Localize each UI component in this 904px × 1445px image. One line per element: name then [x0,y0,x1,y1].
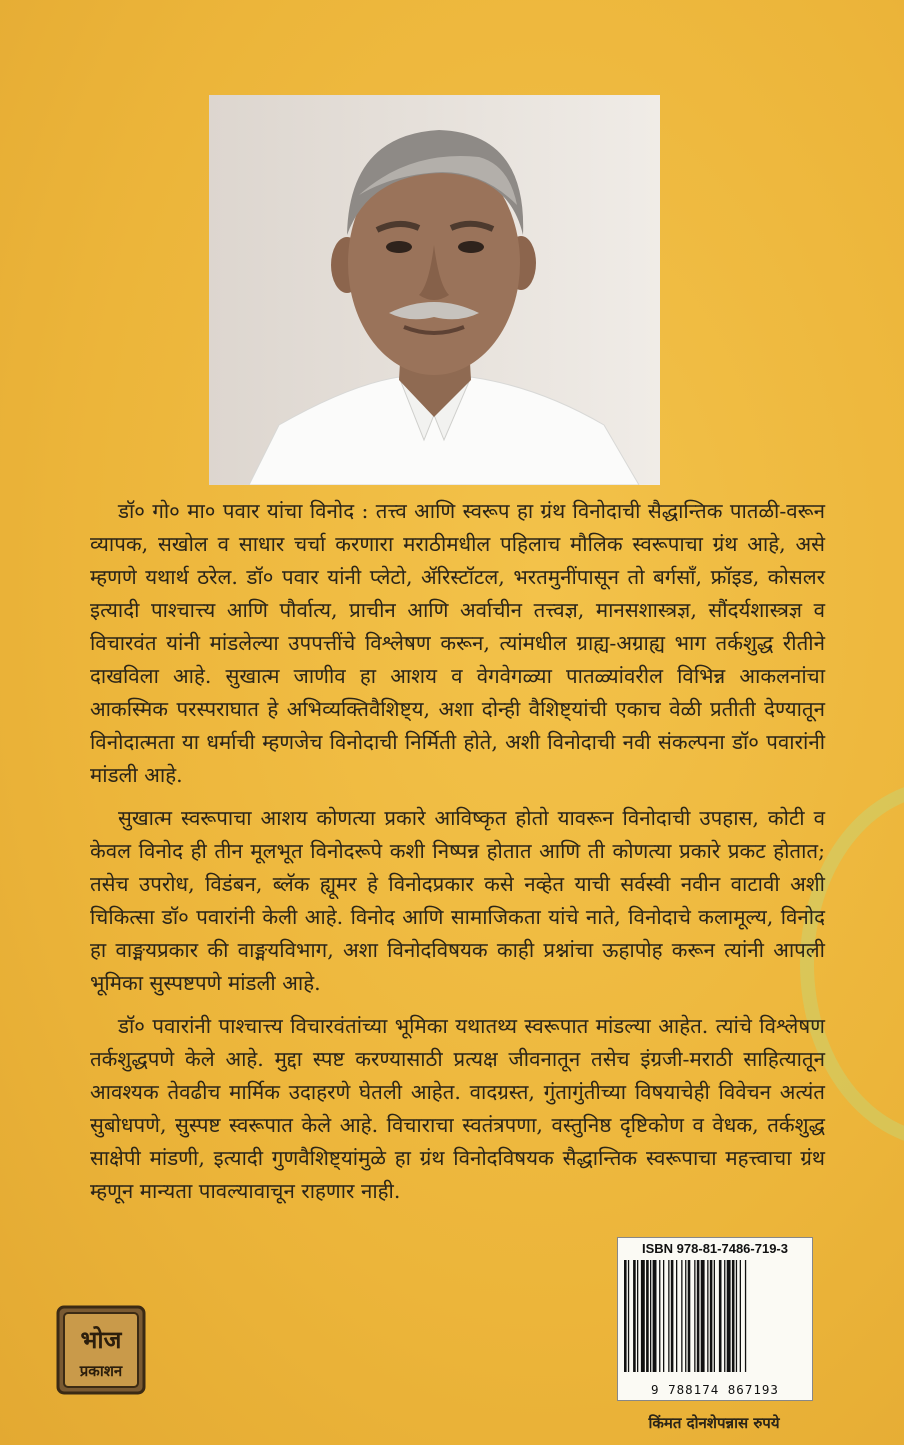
price-label: किंमत दोनशेपन्नास रुपये [648,1414,780,1432]
book-description [90,495,825,1218]
author-photo [209,95,660,485]
logo-text-bottom: प्रकाशन [79,1362,123,1380]
description-paragraph: डॉ० गो० मा० पवार यांचा विनोद : तत्त्व आणि स्वरूप हा ग्रंथ विनोदाची सैद्धान्तिक पातळी-वरून व्यापक, सखोल व साधार चर्चा करणारा मराठीमधील पहिलाच मौलिक स्वरूपाचा ग्रंथ आहे, असे म्हणणे यथार्थ ठरेल. डॉ० पवार यांनी प्लेटो, ॲरिस्टॉटल, भरतमुनींपासून तो बर्गसाँ, फ्रॉइड, कोसलर इत्यादी पाश्चात्त्य आणि पौर्वात्य, प्राचीन आणि अर्वाचीन तत्त्वज्ञ, मानसशास्त्रज्ञ, सौंदर्यशास्त्रज्ञ व विचारवंत यांनी मांडलेल्या उपपत्तींचे विश्लेषण करून, त्यांमधील ग्राह्य-अग्राह्य भाग तर्कशुद्ध रीतीने दाखविला आहे. सुखात्म जाणीव हा आशय व वेगवेगळ्या पातळ्यांवरील विभिन्न आकलनांचा आकस्मिक परस्पराघात हे अभिव्यक्तिवैशिष्ट्य, अशा दोन्ही वैशिष्ट्यांची एकाच वेळी प्रतीती देण्यातून विनोदात्मता या धर्माची म्हणजेच विनोदाची निर्मिती होते, अशी विनोदाची नवी संकल्पना डॉ० पवारांनी मांडली आहे. [90,499,825,787]
barcode-icon [622,1260,808,1372]
barcode-area [617,1237,813,1401]
publisher-logo [55,1304,147,1396]
isbn-label: ISBN 978-81-7486-719-3 [642,1241,788,1256]
logo-text-top: भोज [80,1326,122,1354]
description-paragraph: सुखात्म स्वरूपाचा आशय कोणत्या प्रकारे आविष्कृत होतो यावरून विनोदाची उपहास, कोटी व केवल विनोद ही तीन मूलभूत विनोदरूपे कशी निष्पन्न होतात आणि ती कोणत्या प्रकारे प्रकट होतात; तसेच उपरोध, विडंबन, ब्लॅक ह्यूमर हे विनोदप्रकार कसे नव्हेत याची सर्वस्वी नवीन वाटावी अशी चिकित्सा डॉ० पवारांनी केली आहे. विनोद आणि सामाजिकता यांचे नाते, विनोदाचे कलामूल्य, विनोद हा वाङ्मयप्रकार की वाङ्मयविभाग, अशा विनोदविषयक काही प्रश्नांचा ऊहापोह करून त्यांनी आपली भूमिका सुस्पष्टपणे मांडली आहे. [90,806,825,995]
barcode-digits: 9 788174 867193 [651,1382,779,1397]
description-paragraph: डॉ० पवारांनी पाश्चात्त्य विचारवंतांच्या भूमिका यथातथ्य स्वरूपात मांडल्या आहेत. त्यांचे विश्लेषण तर्कशुद्धपणे केले आहे. मुद्दा स्पष्ट करण्यासाठी प्रत्यक्ष जीवनातून तसेच इंग्रजी-मराठी साहित्यातून आवश्यक तेवढीच मार्मिक उदाहरणे घेतली आहेत. वादग्रस्त, गुंतागुंतीच्या विषयाचेही विवेचन अत्यंत सुबोधपणे, सुस्पष्ट स्वरूपात केले आहे. विचाराचा स्वतंत्रपणा, वस्तुनिष्ठ दृष्टिकोण व वेधक, तर्कशुद्ध साक्षेपी मांडणी, इत्यादी गुणवैशिष्ट्यांमुळे हा ग्रंथ विनोदविषयक सैद्धान्तिक स्वरूपाचा महत्त्वाचा ग्रंथ म्हणून मान्यता पावल्यावाचून राहणार नाही. [90,1014,825,1203]
